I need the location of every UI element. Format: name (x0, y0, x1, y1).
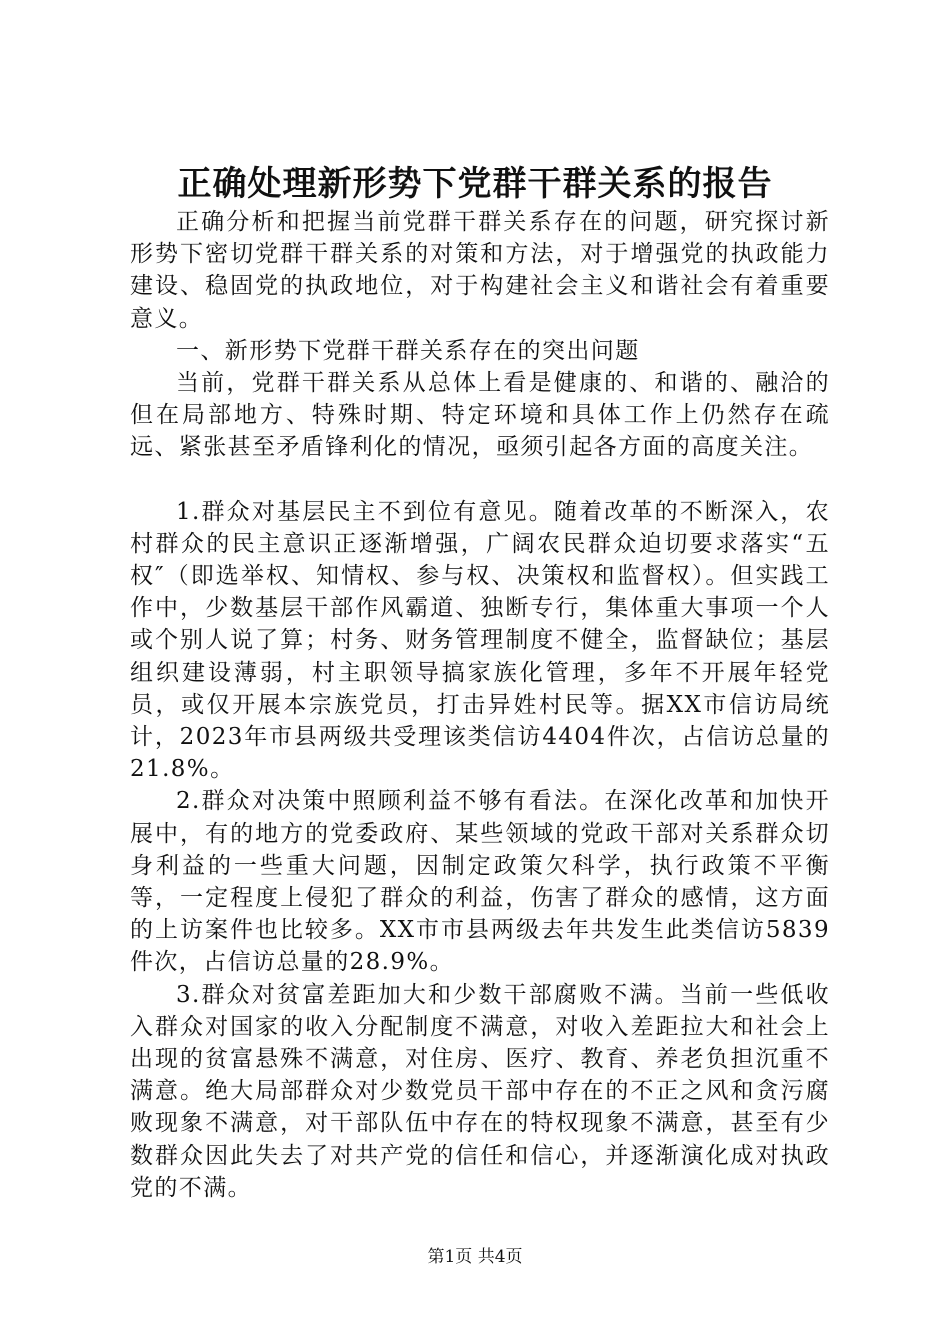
issue-paragraph-1: 1.群众对基层民主不到位有意见。随着改革的不断深入，农村群众的民主意识正逐渐增强，广阔农民群众迫切要求落实“五权″（即选举权、知情权、参与权、决策权和监督权）。但实践工作中，少数基层干部作风霸道、独断专行，集体重大事项一个人或个别人说了算；村务、财务管理制度不健全，监督缺位；基层组织建设薄弱，村主职领导搞家族化管理，多年不开展年轻党员，或仅开展本宗族党员，打击异姓村民等。据XX市信访局统计，2023年市县两级共受理该类信访4404件次，占信访总量的21.8%。 (130, 498, 830, 783)
issue-paragraph-2: 2.群众对决策中照顾利益不够有看法。在深化改革和加快开展中，有的地方的党委政府、某些领域的党政干部对关系群众切身利益的一些重大问题，因制定政策欠科学，执行政策不平衡等，一定程度上侵犯了群众的利益，伤害了群众的感情，这方面的上访案件也比较多。XX市市县两级去年共发生此类信访5839件次，占信访总量的28.9%。 (130, 788, 830, 976)
page-footer: 第1页 共4页 (427, 1247, 523, 1267)
issue-paragraph-3: 3.群众对贫富差距加大和少数干部腐败不满。当前一些低收入群众对国家的收入分配制度不满意，对收入差距拉大和社会上出现的贫富悬殊不满意，对住房、医疗、教育、养老负担沉重不满意。绝大局部群众对少数党员干部中存在的不正之风和贪污腐败现象不满意，对干部队伍中存在的特权现象不满意，甚至有少数群众因此失去了对共产党的信任和信心，并逐渐演化成对执政党的不满。 (130, 981, 830, 1201)
document-title: 正确处理新形势下党群干群关系的报告 (177, 164, 773, 204)
intro-paragraph: 正确分析和把握当前党群干群关系存在的问题，研究探讨新形势下密切党群干群关系的对策和方法，对于增强党的执政能力建设、稳固党的执政地位，对于构建社会主义和谐社会有着重要意义。 (130, 209, 830, 332)
section-heading: 一、新形势下党群干群关系存在的突出问题 (176, 337, 640, 364)
document-body (130, 206, 830, 1204)
overview-paragraph: 当前，党群干群关系从总体上看是健康的、和谐的、融洽的但在局部地方、特殊时期、特定环境和具体工作上仍然存在疏远、紧张甚至矛盾锋利化的情况，亟须引起各方面的高度关注。 (130, 370, 830, 461)
